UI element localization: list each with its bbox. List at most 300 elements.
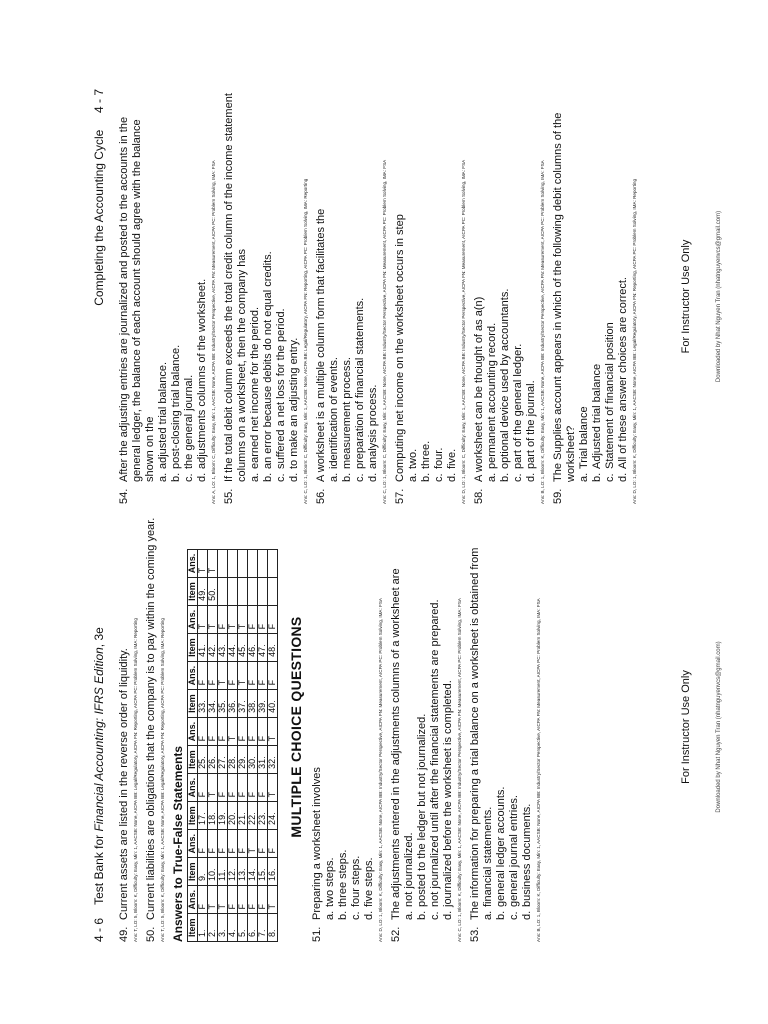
question-text: If the total debit column exceeds the total credit column of the income statement columns on a worksheet, then the company has — [223, 93, 248, 482]
answer-option — [482, 512, 495, 920]
question-line — [145, 512, 158, 942]
option-text: Trial balance — [578, 406, 590, 469]
question-number: 49. — [118, 926, 130, 942]
answer-option — [341, 89, 354, 482]
question-item — [145, 512, 166, 942]
table-cell: 14. — [248, 858, 258, 886]
option-text: two. — [407, 448, 419, 469]
answer-option — [604, 89, 617, 482]
table-cell: F — [268, 829, 278, 858]
table-header-cell: Item — [188, 914, 198, 942]
table-header-cell: Item — [188, 858, 198, 886]
answer-options — [157, 89, 209, 482]
table-row — [258, 549, 268, 941]
table-cell: F — [238, 717, 248, 746]
option-text: four steps. — [350, 855, 362, 907]
option-letter: a. — [249, 472, 261, 482]
answer-options — [249, 89, 301, 482]
answer-option — [403, 512, 416, 920]
mcq-list-right — [118, 89, 638, 504]
question-text: After the adjusting entries are journalized and posted to the accounts in the general ledger, the balance of each account should agree with the balance shown on the — [118, 116, 156, 482]
table-cell: F — [268, 605, 278, 634]
table-cell: 46. — [248, 634, 258, 662]
option-text: posted to the ledger but not journalized. — [416, 713, 428, 907]
question-line — [394, 89, 407, 504]
question-text: The Supplies account appears in which of the following debit columns of the worksheet? — [552, 112, 577, 482]
table-header-cell: Ans. — [188, 605, 198, 634]
option-letter: c. — [433, 473, 445, 482]
table-cell: 47. — [258, 634, 268, 662]
table-cell: 35. — [218, 690, 228, 718]
answer-option — [183, 89, 196, 482]
table-cell: 13. — [238, 858, 248, 886]
table-cell: F — [248, 605, 258, 634]
option-letter: a. — [324, 910, 336, 920]
table-cell — [238, 549, 248, 578]
option-text: two steps. — [324, 857, 336, 907]
table-cell: F — [198, 661, 208, 690]
option-text: adjustments columns of the worksheet. — [196, 278, 208, 469]
answer-option — [288, 89, 301, 482]
table-cell: F — [258, 605, 268, 634]
table-cell: F — [208, 829, 218, 858]
table-cell: T — [218, 661, 228, 690]
table-cell — [228, 578, 238, 606]
question-text: The adjustments entered in the adjustments columns of a worksheet are — [390, 568, 402, 920]
option-text: Adjusted trial balance — [591, 363, 603, 469]
question-line — [469, 512, 482, 942]
table-cell: F — [258, 661, 268, 690]
table-cell: F — [248, 773, 258, 802]
question-item — [473, 89, 546, 504]
option-letter: a. — [482, 910, 494, 920]
table-cell: T — [208, 885, 218, 914]
table-cell: F — [238, 885, 248, 914]
table-cell: F — [228, 885, 238, 914]
option-letter: c. — [429, 911, 441, 920]
answer-options — [328, 89, 380, 482]
question-number: 59. — [552, 488, 564, 504]
answer-option — [486, 89, 499, 482]
table-cell: F — [228, 773, 238, 802]
table-cell: 21. — [238, 802, 248, 830]
option-letter: b. — [420, 472, 432, 482]
answer-option — [354, 89, 367, 482]
table-cell: T — [208, 549, 218, 578]
table-cell: F — [208, 661, 218, 690]
table-header-cell: Ans. — [188, 549, 198, 578]
option-text: the general journal. — [183, 374, 195, 469]
table-cell: 2. — [208, 914, 218, 942]
option-text: part of the journal. — [525, 380, 537, 469]
question-line — [315, 89, 328, 504]
table-cell: 32. — [268, 746, 278, 774]
option-letter: a. — [328, 472, 340, 482]
table-cell: 23. — [258, 802, 268, 830]
question-metadata: Ans: T, LO: 5, Bloom: K, Difficulty: Easy, Min: 1, AACSB: None, AICPA BB: Legal/Regulatory, AICPA FN: Reporting, AICPA PC: Problem Solving, IMA: Reporting — [133, 618, 138, 942]
mcq-section-title: MULTIPLE CHOICE QUESTIONS — [288, 616, 304, 838]
table-cell: F — [248, 717, 258, 746]
answer-option — [170, 89, 183, 482]
answer-option — [350, 512, 363, 920]
option-text: five steps. — [363, 857, 375, 907]
option-letter: d. — [367, 472, 379, 482]
answer-option — [591, 89, 604, 482]
option-letter: c. — [354, 473, 366, 482]
table-cell: T — [268, 717, 278, 746]
table-cell — [268, 578, 278, 606]
table-cell: 1. — [198, 914, 208, 942]
question-metadata: Ans: C, LO: 1, Bloom: K, Difficulty: Easy, Min: 1, AACSB: None, AICPA BB: Industry/Sector Perspective, AICPA FN: Measurement, AICPA PC: Problem Solving, IMA: FSA — [457, 598, 462, 942]
question-text: Current assets are listed in the reverse order of liquidity. — [118, 648, 130, 920]
table-cell: 29. — [238, 746, 248, 774]
table-cell — [218, 578, 228, 606]
question-item — [311, 512, 384, 942]
table-cell: 34. — [208, 690, 218, 718]
table-cell: 11. — [218, 858, 228, 886]
table-header-cell: Item — [188, 746, 198, 774]
table-cell: 30. — [248, 746, 258, 774]
answer-option — [433, 89, 446, 482]
table-cell: 7. — [258, 914, 268, 942]
table-cell: F — [218, 717, 228, 746]
option-letter: b. — [170, 472, 182, 482]
option-text: four. — [433, 447, 445, 469]
answer-option — [157, 89, 170, 482]
table-cell — [228, 549, 238, 578]
table-cell: T — [228, 605, 238, 634]
answer-option — [196, 89, 209, 482]
table-header-cell: Ans. — [188, 885, 198, 914]
question-item — [315, 89, 388, 504]
table-cell: 17. — [198, 802, 208, 830]
question-text: A worksheet is a multiple column form that facilitates the — [315, 208, 327, 482]
option-text: financial statements. — [482, 806, 494, 907]
question-metadata: Ans: D, LO: 1, Bloom: C, Difficulty: Easy, Min: 1, AACSB: None, AICPA BB: Industry/Sector Perspective, AICPA FN: Measurement, AICPA PC: Problem Solving, IMA: FSA — [461, 159, 466, 504]
answer-option — [512, 89, 525, 482]
table-cell: 44. — [228, 634, 238, 662]
table-cell: F — [258, 773, 268, 802]
answer-option — [521, 512, 534, 920]
table-cell — [268, 549, 278, 578]
option-text: three. — [420, 440, 432, 469]
option-text: to make an adjusting entry. — [288, 337, 300, 469]
option-text: measurement process. — [341, 357, 353, 469]
question-text: Computing net income on the worksheet occurs in step — [394, 214, 406, 482]
question-text: The information for preparing a trial balance on a worksheet is obtained from — [469, 547, 481, 920]
option-text: general ledger accounts. — [495, 786, 507, 907]
table-cell: T — [198, 605, 208, 634]
question-metadata: Ans: D, LO: 1, Bloom: K, Difficulty: Easy, Min: 1, AACSB: None, AICPA BB: Industry/Sector Perspective, AICPA FN: Measurement, AICPA PC: Problem Solving, IMA: FSA — [378, 598, 383, 942]
table-cell: 37. — [238, 690, 248, 718]
table-cell: T — [218, 885, 228, 914]
option-letter: d. — [521, 910, 533, 920]
option-text: optional device used by accountants. — [499, 288, 511, 469]
question-item — [223, 89, 309, 504]
table-cell: 15. — [258, 858, 268, 886]
question-item — [118, 89, 217, 504]
answer-option — [525, 89, 538, 482]
answer-option — [578, 89, 591, 482]
question-line — [118, 89, 157, 504]
option-letter: b. — [341, 472, 353, 482]
table-cell: T — [208, 605, 218, 634]
question-line — [118, 512, 131, 942]
answer-options — [403, 512, 455, 920]
table-cell: F — [218, 773, 228, 802]
option-letter: d. — [288, 472, 300, 482]
table-cell: 12. — [228, 858, 238, 886]
table-cell — [258, 549, 268, 578]
answers-table — [187, 549, 278, 942]
question-text: Preparing a worksheet involves — [311, 767, 323, 920]
option-text: journalized before the worksheet is completed. — [442, 680, 454, 907]
table-cell: T — [268, 885, 278, 914]
page-right — [0, 89, 768, 504]
answer-option — [262, 89, 275, 482]
question-number: 57. — [394, 488, 406, 504]
header-title: 4 - 6 Test Bank for Financial Accounting: IFRS Edition, 3e — [92, 627, 106, 942]
answer-option — [617, 89, 630, 482]
table-cell — [238, 578, 248, 606]
table-cell: 42. — [208, 634, 218, 662]
question-metadata: Ans: D, LO: 1, Bloom: K, Difficulty: Easy, Min: 1, AACSB: None, AICPA BB: Legal/Regulatory, AICPA FN: Reporting, AICPA PC: Problem Solving, IMA: Reporting — [632, 178, 637, 504]
table-row — [238, 549, 248, 941]
table-row — [208, 549, 218, 941]
answer-options — [486, 89, 538, 482]
question-line — [552, 89, 578, 504]
table-cell: 6. — [248, 914, 258, 942]
question-number: 56. — [315, 488, 327, 504]
table-cell: 8. — [268, 914, 278, 942]
table-row — [198, 549, 208, 941]
option-letter: d. — [196, 472, 208, 482]
table-cell: F — [228, 829, 238, 858]
answer-options — [578, 89, 630, 482]
option-letter: c. — [275, 473, 287, 482]
table-cell: F — [248, 661, 258, 690]
question-item — [469, 512, 542, 942]
footer-instructor-use-right: For Instructor Use Only — [680, 239, 692, 354]
option-text: general journal entries. — [508, 795, 520, 907]
option-letter: a. — [407, 472, 419, 482]
option-letter: d. — [442, 910, 454, 920]
table-cell: F — [258, 717, 268, 746]
page-body-right — [118, 89, 644, 504]
option-letter: b. — [591, 472, 603, 482]
answer-option — [407, 89, 420, 482]
table-cell: 38. — [248, 690, 258, 718]
table-cell: 4. — [228, 914, 238, 942]
question-item — [118, 512, 139, 942]
option-text: five. — [446, 448, 458, 469]
answer-option — [429, 512, 442, 920]
option-text: All of these answer choices are correct. — [617, 277, 629, 469]
table-cell — [258, 578, 268, 606]
option-text: three steps. — [337, 849, 349, 907]
option-text: identification of events. — [328, 357, 340, 469]
question-metadata: Ans: T, LO: 5, Bloom: K, Difficulty: Easy, Min: 1, AACSB: None, AICPA BB: Legal/Regulatory, AICPA FN: Reporting, AICPA PC: Problem Solving, IMA: Reporting — [160, 618, 165, 942]
option-letter: a. — [403, 910, 415, 920]
table-header-cell: Item — [188, 690, 198, 718]
question-number: 50. — [145, 926, 157, 942]
table-cell: 28. — [228, 746, 238, 774]
table-cell: F — [198, 829, 208, 858]
table-header-cell: Ans. — [188, 773, 198, 802]
answer-option — [508, 512, 521, 920]
table-cell: F — [268, 661, 278, 690]
table-cell — [218, 549, 228, 578]
question-metadata: Ans: A, LO: 1, Bloom: C, Difficulty: Easy, Min: 1, AACSB: None, AICPA BB: Industry/Sector Perspective, AICPA FN: Measurement, AICPA PC: Problem Solving, IMA: FSA — [211, 160, 216, 504]
option-letter: c. — [508, 911, 520, 920]
option-text: not journalized until after the financial statements are prepared. — [429, 599, 441, 907]
table-cell — [248, 578, 258, 606]
table-cell: 31. — [258, 746, 268, 774]
answer-option — [249, 89, 262, 482]
option-text: post-closing trial balance. — [170, 344, 182, 469]
table-cell: 33. — [198, 690, 208, 718]
table-cell: 45. — [238, 634, 248, 662]
option-letter: c. — [350, 911, 362, 920]
question-number: 52. — [390, 926, 402, 942]
question-text: A worksheet can be thought of as a(n) — [473, 296, 485, 482]
answer-option — [416, 512, 429, 920]
table-cell: T — [268, 773, 278, 802]
table-cell: F — [198, 885, 208, 914]
table-cell: 22. — [248, 802, 258, 830]
question-number: 53. — [469, 926, 481, 942]
option-letter: a. — [578, 472, 590, 482]
option-letter: a. — [157, 472, 169, 482]
option-letter: c. — [604, 473, 616, 482]
table-header-cell: Item — [188, 634, 198, 662]
table-cell: F — [248, 885, 258, 914]
table-header-cell: Ans. — [188, 717, 198, 746]
table-cell: F — [238, 829, 248, 858]
table-header-cell: Ans. — [188, 661, 198, 690]
table-cell: 3. — [218, 914, 228, 942]
question-number: 51. — [311, 926, 323, 942]
option-text: earned net income for the period. — [249, 306, 261, 469]
table-cell — [248, 549, 258, 578]
table-header-cell: Ans. — [188, 829, 198, 858]
option-letter: d. — [617, 472, 629, 482]
answer-options — [482, 512, 534, 920]
question-line — [473, 89, 486, 504]
table-cell: F — [208, 717, 218, 746]
table-cell: F — [218, 829, 228, 858]
option-text: preparation of financial statements. — [354, 297, 366, 469]
option-letter: d. — [363, 910, 375, 920]
question-line — [390, 512, 403, 942]
mcq-list-left — [311, 512, 542, 942]
footer-download-note: Downloaded by Nhat Nguyen Tran (nhatnguyenvcs@gmail.com) — [716, 641, 722, 813]
option-letter: b. — [262, 472, 274, 482]
option-text: not journalized. — [403, 832, 415, 907]
table-cell: 20. — [228, 802, 238, 830]
table-cell: 5. — [238, 914, 248, 942]
question-metadata: Ans: B, LO: 1, Bloom: K, Difficulty: Easy, Min: 1, AACSB: None, AICPA BB: Industry/Sector Perspective, AICPA FN: Measurement, AICPA PC: Problem Solving, IMA: FSA — [536, 598, 541, 942]
answer-option — [446, 89, 459, 482]
question-item — [394, 89, 467, 504]
table-row — [228, 549, 238, 941]
table-cell: 27. — [218, 746, 228, 774]
footer-download-note-right: Downloaded by Nhat Nguyen Tran (nhatnguyenvcs@gmail.com) — [716, 210, 722, 383]
option-text: suffered a net loss for the period. — [275, 308, 287, 469]
option-letter: b. — [416, 910, 428, 920]
page-header — [92, 512, 108, 942]
table-cell: 39. — [258, 690, 268, 718]
option-letter: b. — [499, 472, 511, 482]
table-cell: T — [238, 605, 248, 634]
answer-options — [324, 512, 376, 920]
table-cell: 43. — [218, 634, 228, 662]
table-cell: T — [208, 773, 218, 802]
answer-options — [407, 89, 459, 482]
option-letter: b. — [337, 910, 349, 920]
option-letter: b. — [495, 910, 507, 920]
footer-instructor-use: For Instructor Use Only — [680, 670, 692, 784]
table-header-cell: Item — [188, 802, 198, 830]
question-line — [223, 89, 249, 504]
header-title-right: Completing the Accounting Cycle 4 - 7 — [92, 89, 106, 306]
answer-option — [367, 89, 380, 482]
question-number: 54. — [118, 488, 130, 504]
table-row — [248, 549, 258, 941]
tf-question-list — [118, 512, 166, 942]
table-cell: 25. — [198, 746, 208, 774]
answer-option — [337, 512, 350, 920]
answer-option — [275, 89, 288, 482]
table-cell: F — [198, 717, 208, 746]
table-cell: 41. — [198, 634, 208, 662]
option-text: analysis process. — [367, 384, 379, 469]
answer-option — [442, 512, 455, 920]
table-cell: 40. — [268, 690, 278, 718]
option-text: permanent accounting record. — [486, 322, 498, 469]
table-cell: F — [228, 661, 238, 690]
option-letter: c. — [183, 473, 195, 482]
table-cell: F — [198, 773, 208, 802]
answer-option — [499, 89, 512, 482]
option-letter: a. — [486, 472, 498, 482]
option-letter: d. — [446, 472, 458, 482]
table-cell: 36. — [228, 690, 238, 718]
question-line — [311, 512, 324, 942]
answer-option — [324, 512, 337, 920]
option-letter: c. — [512, 473, 524, 482]
table-cell: F — [258, 885, 268, 914]
table-cell: 19. — [218, 802, 228, 830]
answer-option — [420, 89, 433, 482]
table-cell: T — [238, 661, 248, 690]
table-cell: 26. — [208, 746, 218, 774]
answer-option — [495, 512, 508, 920]
table-header-cell: Item — [188, 578, 198, 606]
question-number: 55. — [223, 488, 235, 504]
page-body — [118, 512, 548, 942]
table-cell: 49. — [198, 578, 208, 606]
question-metadata: Ans: C, LO: 1, Bloom: C, Difficulty: Easy, Min: 1, AACSB: None, AICPA BB: Legal/Regulatory, AICPA FN: Reporting, AICPA PC: Problem Solving, IMA: Reporting — [303, 178, 308, 504]
answer-option — [363, 512, 376, 920]
table-cell: 16. — [268, 858, 278, 886]
table-cell: 48. — [268, 634, 278, 662]
question-item — [390, 512, 463, 942]
question-number: 58. — [473, 488, 485, 504]
table-cell: 50. — [208, 578, 218, 606]
table-cell: 10. — [208, 858, 218, 886]
option-text: an error because debits do not equal credits. — [262, 251, 274, 469]
